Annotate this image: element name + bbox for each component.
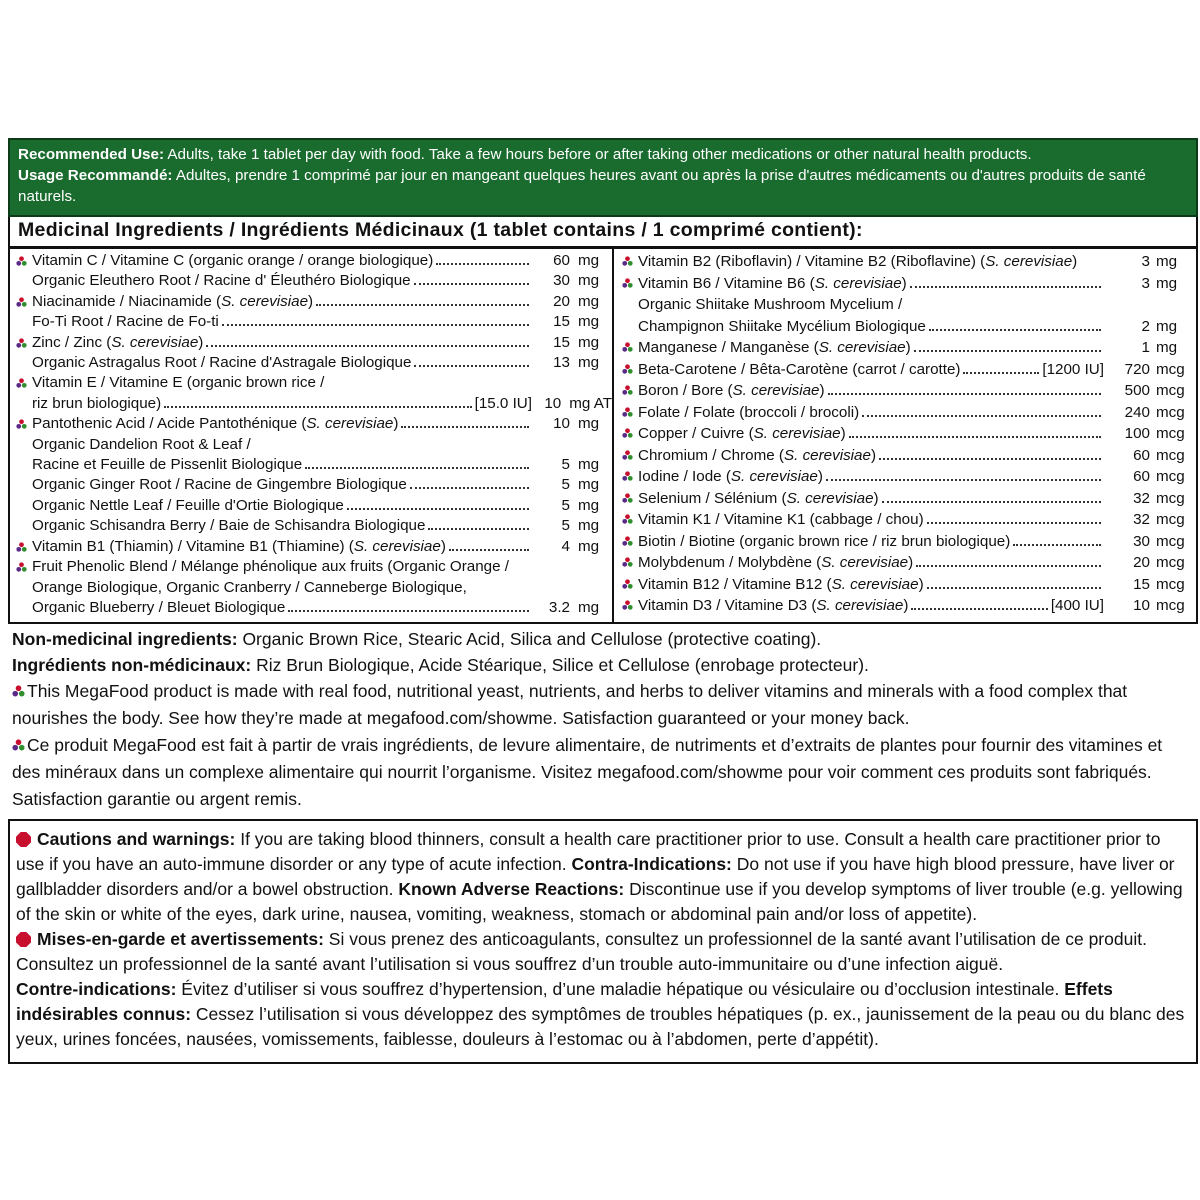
amount-value: 20 [1133, 554, 1150, 571]
leader-dots [862, 415, 1101, 417]
contra-en-label: Contra-Indications: [571, 854, 732, 875]
leader-dots [849, 436, 1101, 438]
megafood-dot-icon [622, 514, 633, 525]
megafood-dot-icon [622, 471, 633, 482]
ingredient-row [622, 337, 1196, 359]
recommended-use-panel [8, 138, 1198, 217]
ingredient-name: Champignon Shiitake Mycélium Biologique [638, 317, 926, 335]
ingredient-amount [1104, 531, 1196, 553]
ingredient-row [622, 552, 1196, 574]
megafood-dot-icon [16, 256, 27, 267]
leader-dots [449, 549, 529, 551]
amount-unit: mg [578, 598, 600, 616]
amount-value: 5 [561, 517, 570, 535]
ingredient-row [622, 574, 1196, 596]
ingredient-name: Vitamin K1 / Vitamine K1 (cabbage / chou) [638, 511, 924, 528]
amount-value: 13 [553, 354, 570, 372]
supplement-label [8, 138, 1198, 1064]
ingredient-amount [1104, 380, 1196, 402]
megafood-dot-icon [622, 256, 633, 267]
amount-unit: mg [1156, 317, 1178, 335]
ingredient-amount [1104, 574, 1196, 596]
ingredient-amount [1104, 316, 1196, 338]
ingredient-amount [1104, 273, 1196, 295]
ingredient-row [622, 509, 1196, 531]
amount-unit: mg [578, 292, 600, 310]
amount-value: 15 [553, 333, 570, 351]
amount-unit: mcg [1156, 425, 1185, 442]
ingredient-name: Selenium / Sélénium (S. cerevisiae) [638, 489, 879, 507]
ingredient-amount [532, 475, 612, 495]
megafood-dot-icon [622, 493, 633, 504]
ingredient-amount [1104, 423, 1196, 445]
amount-value: 5 [561, 456, 570, 474]
leader-dots [914, 350, 1101, 352]
ingredient-name: Pantothenic Acid / Acide Pantothénique (S. cerevisiae) [32, 415, 399, 433]
amount-unit: mcg [1156, 597, 1185, 614]
ingredient-name: Organic Nettle Leaf / Feuille d'Ortie Biologique [32, 496, 344, 514]
ingredient-row [16, 414, 612, 434]
leader-dots [305, 467, 529, 469]
megafood-dot-icon [622, 428, 633, 439]
ingredient-amount [1104, 337, 1196, 359]
ingredient-name: Racine et Feuille de Pissenlit Biologique [32, 456, 303, 474]
amount-value: 240 [1124, 403, 1150, 421]
ingredient-name: Chromium / Chrome (S. cerevisiae) [638, 446, 877, 464]
ingredient-amount [1104, 402, 1196, 424]
contra-fr-label: Contre-indications: [16, 979, 177, 1000]
amount-unit: mcg [1156, 468, 1185, 485]
ingredient-row [622, 595, 1196, 617]
amount-value: 60 [1133, 468, 1150, 485]
usage-en-text: Adults, take 1 tablet per day with food. Take a few hours before or after taking other medications or other natural health products. [164, 146, 1032, 163]
megafood-dot-icon [16, 378, 27, 389]
amount-unit: mg [1156, 339, 1178, 356]
ingredient-row [16, 373, 612, 414]
amount-value: 4 [561, 537, 570, 555]
leader-dots [963, 372, 1039, 374]
amount-value: 5 [561, 476, 570, 494]
leader-dots [414, 283, 529, 285]
leader-dots [826, 479, 1101, 481]
ingredient-name: Organic Eleuthero Root / Racine d' Éleuthéro Biologique [32, 272, 411, 290]
ingredient-amount [532, 598, 612, 618]
amount-unit: mcg [1156, 532, 1185, 550]
ingredient-amount [532, 251, 612, 271]
ingredient-row [622, 273, 1196, 295]
amount-unit: mg [1156, 253, 1178, 270]
amount-value: 3 [1141, 274, 1150, 292]
amount-unit: mg [578, 456, 600, 474]
ingredient-amount [532, 455, 612, 475]
leader-dots [879, 458, 1101, 460]
caution-en-text: If you are taking blood thinners, consult a health care practitioner prior to use. Consult a health care practitioner prior to use if you have an auto-immune disorder or any type of acute infection. [16, 829, 1161, 875]
nonmed-fr-text: Riz Brun Biologique, Acide Stéarique, Silice et Cellulose (enrobage protecteur). [251, 655, 869, 676]
leader-dots [916, 565, 1101, 567]
ingredient-name: Organic Ginger Root / Racine de Gingembre Biologique [32, 476, 407, 494]
ingredient-name: Vitamin B2 (Riboflavin) / Vitamine B2 (Riboflavine) (S. cerevisiae) [638, 253, 1078, 270]
leader-dots [316, 304, 529, 306]
ingredient-amount [1104, 595, 1196, 617]
leader-dots [927, 587, 1101, 589]
amount-unit: mg [578, 252, 600, 269]
amount-value: 15 [553, 313, 570, 331]
ingredient-row [622, 466, 1196, 488]
leader-dots [910, 286, 1101, 288]
megafood-dot-icon [16, 562, 27, 573]
leader-dots [414, 365, 529, 367]
ingredient-amount [532, 292, 612, 312]
nonmed-fr-label: Ingrédients non-médicinaux: [12, 655, 252, 676]
amount-value: 30 [1133, 532, 1150, 550]
amount-unit: mg [1156, 274, 1178, 292]
medicinal-title: Medicinal Ingredients / Ingrédients Médicinaux (1 tablet contains / 1 comprimé contient): [10, 217, 1196, 249]
ingredient-name: Vitamin B12 / Vitamine B12 (S. cerevisiae) [638, 575, 924, 593]
amount-unit: mg [578, 272, 600, 290]
amount-unit: mg [578, 333, 600, 351]
adverse-fr-label: Effets indésirables connus: [16, 979, 1113, 1025]
megafood-dot-icon [622, 579, 633, 590]
usage-en-label: Recommended Use: [18, 146, 165, 163]
ingredient-name: Iodine / Iode (S. cerevisiae) [638, 468, 823, 485]
amount-value: 60 [1133, 446, 1150, 464]
caution-fr-text: Si vous prenez des anticoagulants, consultez un professionnel de la santé avant l’utilisation de ce produit. Consultez un professionnel de la santé avant l’utilisation si vous souffrez d’un trouble auto-immunitaire ou d’une infection aiguë. [16, 929, 1147, 975]
amount-unit: mcg [1156, 403, 1185, 421]
caution-en-label: Cautions and warnings: [37, 829, 236, 850]
leader-dots [1013, 544, 1101, 546]
amount-unit: mcg [1156, 446, 1185, 464]
ingredient-amount [532, 312, 612, 332]
ingredient-amount [532, 496, 612, 516]
ingredient-row [16, 292, 612, 312]
leader-dots [410, 487, 529, 489]
ingredient-name: Niacinamide / Niacinamide (S. cerevisiae) [32, 292, 314, 310]
ingredient-amount [532, 394, 612, 414]
ingredient-name: Vitamin B6 / Vitamine B6 (S. cerevisiae) [638, 274, 907, 292]
amount-value: 15 [1133, 575, 1150, 593]
megafood-dot-icon [622, 407, 633, 418]
amount-unit: mg [578, 496, 600, 514]
leader-dots [929, 329, 1101, 331]
megafood-note-fr [8, 732, 1198, 813]
megafood-dot-icon [622, 450, 633, 461]
ingredient-name: Folate / Folate (broccoli / brocoli) [638, 403, 860, 421]
nonmed-en-label: Non-medicinal ingredients: [12, 629, 238, 650]
leader-dots [428, 528, 529, 530]
ingredient-name-line: Organic Dandelion Root & Leaf / [32, 435, 251, 453]
ingredient-row [16, 496, 612, 516]
amount-value: 60 [553, 252, 570, 269]
medicinal-ingredients-panel [8, 217, 1198, 624]
leader-dots [164, 406, 471, 408]
ingredient-amount [1104, 359, 1196, 381]
ingredient-name: Organic Schisandra Berry / Baie de Schisandra Biologique [32, 517, 426, 535]
ingredients-left-column [10, 249, 614, 622]
ingredient-name: Molybdenum / Molybdène (S. cerevisiae) [638, 554, 914, 571]
ingredient-row [16, 475, 612, 495]
ingredient-row [622, 251, 1196, 273]
usage-fr-text: Adultes, prendre 1 comprimé par jour en mangeant quelques heures avant ou après la prise d'autres médicaments ou d'autres produits de santé naturels. [18, 167, 1146, 205]
ingredient-name: Manganese / Manganèse (S. cerevisiae) [638, 339, 911, 356]
note-fr-text: Ce produit MegaFood est fait à partir de vrais ingrédients, de levure alimentaire, de nutriments et d’extraits de plantes pour fournir des vitamines et des minéraux dans un complexe alimentaire qui nourrit l’organisme. Visitez megafood.com/showme pour voir comment ces produits sont fabriqués. Satisfaction garantie ou argent remis. [12, 735, 1163, 810]
amount-unit: mg [578, 537, 600, 555]
amount-unit: mcg [1156, 489, 1185, 507]
nonmed-en-text: Organic Brown Rice, Stearic Acid, Silica and Cellulose (protective coating). [237, 629, 822, 650]
ingredient-name: Organic Astragalus Root / Racine d'Astragale Biologique [32, 354, 412, 372]
amount-unit: mg [578, 313, 600, 331]
leader-dots [401, 426, 529, 428]
amount-value: 500 [1124, 382, 1150, 399]
ingredient-amount [532, 516, 612, 536]
ingredient-amount [1104, 251, 1196, 273]
stop-sign-icon [16, 932, 31, 947]
ingredients-right-column [614, 249, 1196, 622]
megafood-dot-icon [622, 364, 633, 375]
amount-value: 20 [553, 292, 570, 310]
ingredient-row [622, 531, 1196, 553]
ingredient-row [16, 271, 612, 291]
amount-unit: mcg [1156, 382, 1185, 399]
amount-unit: mcg [1156, 575, 1185, 593]
ingredient-row [16, 251, 612, 271]
amount-unit: mg [578, 517, 600, 535]
megafood-dot-icon [12, 739, 25, 752]
ingredient-row [16, 333, 612, 353]
ingredient-name: Zinc / Zinc (S. cerevisiae) [32, 333, 204, 351]
ingredient-iu: [1200 IU] [1042, 360, 1104, 378]
amount-value: 1 [1141, 339, 1150, 356]
amount-value: 5 [561, 496, 570, 514]
ingredient-row [16, 312, 612, 332]
adverse-en-text: Discontinue use if you develop symptoms of liver trouble (e.g. yellowing of the skin or white of the eyes, dark urine, nausea, vomiting, weakness, stomach or abdominal pain and/or loss of appetite). [16, 879, 1183, 925]
amount-value: 720 [1124, 360, 1150, 378]
amount-value: 30 [553, 272, 570, 290]
ingredient-row [16, 435, 612, 476]
ingredient-name: Organic Blueberry / Bleuet Biologique [32, 598, 286, 616]
cautions-panel [8, 819, 1198, 1064]
ingredient-name: Boron / Bore (S. cerevisiae) [638, 382, 825, 399]
ingredient-row [16, 557, 612, 618]
ingredient-amount [1104, 466, 1196, 488]
megafood-dot-icon [622, 278, 633, 289]
amount-value: 32 [1133, 511, 1150, 528]
ingredient-name: Vitamin B1 (Thiamin) / Vitamine B1 (Thiamine) (S. cerevisiae) [32, 537, 446, 555]
amount-unit: mg [578, 476, 600, 494]
amount-unit: mcg [1156, 554, 1185, 571]
amount-unit: mcg [1156, 360, 1185, 378]
leader-dots [206, 345, 529, 347]
ingredient-row [622, 294, 1196, 337]
ingredient-amount [532, 333, 612, 353]
ingredient-row [622, 402, 1196, 424]
ingredient-amount [1104, 552, 1196, 574]
ingredient-name: riz brun biologique) [32, 394, 162, 412]
megafood-dot-icon [622, 536, 633, 547]
megafood-note-en [8, 678, 1198, 732]
ingredient-row [622, 423, 1196, 445]
megafood-dot-icon [622, 385, 633, 396]
ingredient-name-line: Organic Shiitake Mushroom Mycelium / [638, 296, 903, 313]
ingredient-row [622, 488, 1196, 510]
megafood-dot-icon [622, 342, 633, 353]
contra-fr-text: Évitez d’utiliser si vous souffrez d’hypertension, d’une maladie hépatique ou vésiculaire ou d’occlusion intestinale. [176, 979, 1065, 1000]
amount-value: 2 [1141, 317, 1150, 335]
leader-dots [222, 324, 529, 326]
megafood-dot-icon [16, 338, 27, 349]
amount-unit: mcg [1156, 511, 1185, 528]
leader-dots [927, 522, 1101, 524]
ingredient-amount [532, 537, 612, 557]
ingredient-amount [532, 414, 612, 434]
amount-value: 3.2 [548, 598, 570, 616]
megafood-dot-icon [16, 297, 27, 308]
stop-sign-icon [16, 832, 31, 847]
amount-value: 10 [544, 394, 562, 412]
ingredient-name: Copper / Cuivre (S. cerevisiae) [638, 425, 846, 442]
ingredient-row [622, 359, 1196, 381]
leader-dots [882, 501, 1101, 503]
ingredient-row [16, 516, 612, 536]
amount-value: 32 [1133, 489, 1150, 507]
leader-dots [828, 393, 1101, 395]
ingredient-name-line: Fruit Phenolic Blend / Mélange phénolique aux fruits (Organic Orange / [32, 558, 509, 576]
note-en-text: This MegaFood product is made with real food, nutritional yeast, nutrients, and herbs to deliver vitamins and minerals with a food complex that nourishes the body. See how they’re made at megafood.com/showme. Satisfaction guaranteed or your money back. [12, 681, 1128, 729]
usage-fr-label: Usage Recommandé: [18, 167, 173, 184]
amount-unit: mg AT [569, 394, 612, 412]
ingredient-name: Beta-Carotene / Bêta-Carotène (carrot / carotte) [638, 360, 961, 378]
amount-value: 10 [1133, 597, 1150, 614]
ingredient-row [16, 353, 612, 373]
amount-value: 100 [1124, 425, 1150, 442]
ingredient-name: Vitamin D3 / Vitamine D3 (S. cerevisiae) [638, 597, 909, 614]
leader-dots [288, 610, 529, 612]
adverse-fr-text: Cessez l’utilisation si vous développez des symptômes de troubles hépatiques (p. ex., jaunissement de la peau ou du blanc des yeux, urines foncées, nausées, vomissements, faiblesse, douleurs à l’estomac ou à l’abdomen, perte d’appétit). [16, 1004, 1185, 1050]
megafood-dot-icon [16, 542, 27, 553]
ingredient-amount [1104, 488, 1196, 510]
ingredient-row [16, 537, 612, 557]
contra-en-text: Do not use if you have high blood pressure, have liver or gallbladder disorders and/or a bowel obstruction. [16, 854, 1175, 900]
ingredient-amount [532, 353, 612, 373]
megafood-dot-icon [16, 419, 27, 430]
non-medicinal-section [8, 624, 1198, 678]
ingredient-name-line: Orange Biologique, Organic Cranberry / Canneberge Biologique, [32, 578, 467, 596]
megafood-dot-icon [622, 557, 633, 568]
ingredient-row [622, 445, 1196, 467]
leader-dots [911, 608, 1047, 610]
ingredient-name: Biotin / Biotine (organic brown rice / riz brun biologique) [638, 532, 1011, 550]
leader-dots [436, 263, 529, 265]
megafood-dot-icon [622, 600, 633, 611]
megafood-dot-icon [12, 685, 25, 698]
adverse-en-label: Known Adverse Reactions: [398, 879, 625, 900]
amount-unit: mg [578, 354, 600, 372]
leader-dots [347, 508, 529, 510]
ingredient-iu: [400 IU] [1050, 597, 1104, 614]
ingredient-amount [1104, 509, 1196, 531]
ingredient-name: Vitamin C / Vitamine C (organic orange / orange biologique) [32, 252, 434, 269]
ingredient-name: Fo-Ti Root / Racine de Fo-ti [32, 313, 219, 331]
amount-value: 10 [553, 415, 570, 433]
amount-unit: mg [578, 415, 600, 433]
ingredient-name-line: Vitamin E / Vitamine E (organic brown rice / [32, 374, 325, 392]
ingredient-row [622, 380, 1196, 402]
ingredient-amount [532, 271, 612, 291]
ingredient-amount [1104, 445, 1196, 467]
caution-fr-label: Mises-en-garde et avertissements: [37, 929, 324, 950]
amount-value: 3 [1141, 253, 1150, 270]
ingredient-iu: [15.0 IU] [474, 394, 532, 412]
